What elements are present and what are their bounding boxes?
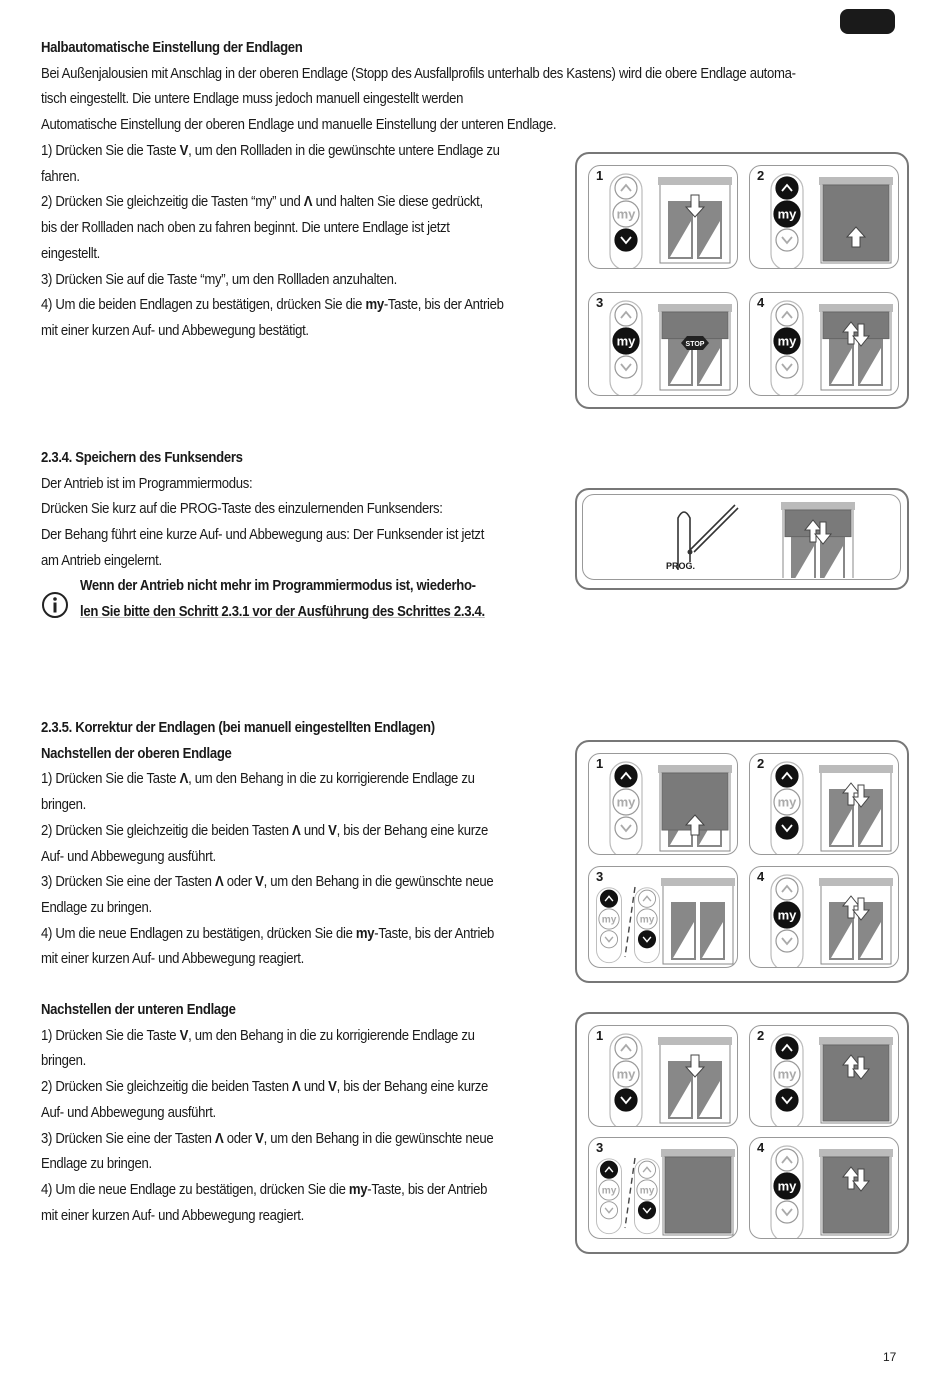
up-button-icon (638, 890, 655, 907)
text: 1) Drücken Sie die Taste (41, 1027, 180, 1044)
paragraph: Bei Außenjalousien mit Anschlag in der oberen Endlage (Stopp des Ausfallprofils unterhalb des Kastens) wird die obere Endlage automa- (41, 65, 796, 82)
step-4-cont: mit einer kurzen Auf- und Abbewegung bestätigt. (41, 322, 309, 339)
text: und (300, 1079, 329, 1096)
section-235-bottom-text (41, 998, 523, 1229)
remote-control (610, 1034, 642, 1126)
key-up: Λ (292, 822, 301, 839)
remote-control (610, 174, 642, 268)
language-tab (840, 9, 895, 34)
page-number: 17 (883, 1350, 897, 1364)
up-button-icon (615, 1037, 637, 1059)
step-cell (749, 1137, 899, 1239)
note-line: Wenn der Antrieb nicht mehr im Programmiermodus ist, wiederho- (80, 578, 476, 594)
key-up: Λ (214, 874, 224, 891)
remote-control (771, 301, 803, 395)
step-illustration (750, 1026, 898, 1126)
window-shutter-icon (819, 765, 893, 851)
step-number: 2 (757, 1028, 765, 1043)
text: , bis der Behang eine kurze (336, 1079, 489, 1096)
my-button-label: my (777, 907, 797, 923)
step-4-cont: mit einer kurzen Auf- und Abbewegung reagiert. (41, 1207, 304, 1224)
up-button-icon (600, 890, 617, 907)
down-button-icon (776, 356, 798, 378)
remote-control (610, 301, 642, 395)
step-cell (749, 165, 899, 269)
text: 1) Drücken Sie die Taste (41, 771, 180, 788)
down-button-icon (600, 1202, 617, 1219)
step-illustration (589, 754, 737, 854)
down-button-icon (615, 356, 637, 378)
step-illustration (589, 293, 737, 395)
step-1 (41, 767, 523, 793)
text: 4) Um die beiden Endlagen zu bestätigen, drücken Sie die (41, 297, 366, 314)
text: 4) Um die neue Endlage zu bestätigen, drücken Sie die (41, 1181, 349, 1198)
window-shutter-icon (658, 765, 732, 851)
remote-control (771, 762, 803, 854)
text: -Taste, bis der Antrieb (383, 297, 504, 314)
window-shutter-icon (658, 1037, 732, 1123)
key-my: my (365, 297, 384, 314)
text: 1) Drücken Sie die Taste (41, 143, 180, 159)
window-shutter-icon (819, 304, 893, 390)
my-button-label: my (777, 1066, 797, 1082)
remote-control (771, 1034, 803, 1126)
key-down: V (328, 822, 337, 839)
key-up: Λ (303, 194, 313, 211)
text: 2) Drücken Sie gleichzeitig die beiden Tasten (41, 822, 293, 839)
step-number: 4 (757, 1140, 765, 1155)
remote-control (771, 875, 803, 967)
paragraph: Der Antrieb ist im Programmiermodus: (41, 475, 253, 492)
text: , um den Behang in die zu korrigierende Endlage zu (188, 1027, 475, 1044)
text: oder (223, 874, 256, 891)
step-cell (588, 866, 738, 968)
window-shutter-icon (661, 878, 735, 964)
down-button-icon (615, 817, 637, 839)
my-button-label: my (777, 1178, 797, 1194)
remote-control (771, 1146, 803, 1238)
my-button-label: my (777, 794, 797, 810)
down-button-icon (600, 931, 617, 948)
subsection-bottom-title: Nachstellen der unteren Endlage (41, 1002, 236, 1018)
key-up: Λ (214, 1130, 224, 1147)
text: 3) Drücken Sie eine der Tasten (41, 1130, 215, 1147)
text: 4) Um die neue Endlagen zu bestätigen, drücken Sie die (41, 925, 356, 942)
text: 3) Drücken Sie eine der Tasten (41, 874, 215, 891)
my-button-label: my (777, 206, 797, 222)
up-button-icon (776, 1149, 798, 1171)
remote-control (635, 888, 660, 963)
my-button-label: my (616, 206, 636, 222)
text: 2) Drücken Sie gleichzeitig die Tasten “my” und (41, 194, 304, 211)
step-illustration (750, 1138, 898, 1238)
step-number: 2 (757, 168, 765, 183)
remote-control (610, 762, 642, 854)
up-button-icon (615, 765, 637, 787)
key-down: V (255, 874, 264, 891)
step-1 (41, 1024, 523, 1050)
note-box (80, 574, 584, 625)
text: und (300, 822, 329, 839)
down-button-icon (776, 229, 798, 251)
step-2 (41, 190, 523, 216)
text: , um den Behang in die gewünschte neue (263, 874, 494, 891)
key-down: V (255, 1130, 264, 1147)
text: -Taste, bis der Antrieb (374, 925, 495, 942)
section-234-title: 2.3.4. Speichern des Funksenders (41, 450, 243, 466)
step-cell (749, 1025, 899, 1127)
my-button-label: my (777, 333, 797, 349)
up-button-icon (600, 1161, 617, 1178)
step-number: 4 (757, 295, 765, 310)
down-button-icon (776, 930, 798, 952)
my-button-label: my (639, 914, 655, 926)
section-234-text (41, 446, 523, 575)
step-illustration (750, 166, 898, 268)
key-down: V (328, 1079, 337, 1096)
step-2-cont: Auf- und Abbewegung ausführt. (41, 1104, 216, 1121)
step-4 (41, 1178, 523, 1204)
step-illustration (750, 293, 898, 395)
up-button-icon (776, 177, 798, 199)
window-shutter-icon (819, 1037, 893, 1123)
step-number: 1 (596, 756, 604, 771)
window-shutter-icon (658, 304, 732, 390)
step-illustration (750, 754, 898, 854)
step-1-cont: bringen. (41, 1053, 86, 1070)
step-3 (41, 1127, 523, 1153)
key-down: V (179, 143, 189, 159)
step-4 (41, 922, 523, 948)
subsection-top-title: Nachstellen der oberen Endlage (41, 745, 232, 762)
note-line: len Sie bitte den Schritt 2.3.1 vor der Ausführung des Schrittes 2.3.4. (80, 603, 485, 620)
step-3: 3) Drücken Sie auf die Taste “my”, um den Rollladen anzuhalten. (41, 271, 397, 288)
step-cell (749, 866, 899, 968)
step-2-cont: Auf- und Abbewegung ausführt. (41, 848, 216, 865)
remote-control (597, 888, 622, 963)
remote-control (771, 174, 803, 268)
my-button-label: my (601, 914, 617, 926)
step-number: 3 (596, 1140, 604, 1155)
step-number: 2 (757, 756, 765, 771)
remote-control (635, 1159, 660, 1234)
up-button-icon (776, 304, 798, 326)
section-235-text (41, 716, 523, 973)
up-button-icon (638, 1161, 655, 1178)
text: , um den Rollladen in die gewünschte untere Endlage zu (188, 143, 500, 159)
paragraph: tisch eingestellt. Die untere Endlage muss jedoch manuell eingestellt werden (41, 91, 464, 108)
my-button-label: my (601, 1185, 617, 1197)
text: 2) Drücken Sie gleichzeitig die beiden Tasten (41, 1079, 293, 1096)
up-button-icon (615, 304, 637, 326)
stop-label: STOP (685, 341, 705, 348)
section-halbauto-steps (41, 139, 523, 345)
step-3 (41, 870, 523, 896)
up-button-icon (776, 878, 798, 900)
text: oder (223, 1130, 256, 1147)
step-2-cont2: eingestellt. (41, 245, 101, 262)
my-button-label: my (616, 794, 636, 810)
step-illustration (589, 867, 737, 967)
paragraph: am Antrieb eingelernt. (41, 552, 162, 569)
section-halbauto-text (41, 36, 905, 139)
window-shutter-icon (819, 878, 893, 964)
step-number: 4 (757, 869, 765, 884)
key-up: Λ (179, 771, 189, 788)
step-3-cont: Endlage zu bringen. (41, 899, 152, 916)
step-cell (588, 1137, 738, 1239)
down-button-icon (776, 817, 798, 839)
window-shutter-icon (819, 177, 893, 263)
up-button-icon (776, 765, 798, 787)
step-number: 1 (596, 168, 604, 183)
window-shutter-icon (819, 1149, 893, 1235)
step-illustration (589, 1138, 737, 1238)
step-cell (588, 165, 738, 269)
my-button-label: my (616, 1066, 636, 1082)
key-my: my (348, 1181, 368, 1198)
step-cell (588, 1025, 738, 1127)
step-cell (749, 292, 899, 396)
key-my: my (355, 925, 375, 942)
my-button-label: my (616, 333, 636, 349)
step-4-cont: mit einer kurzen Auf- und Abbewegung reagiert. (41, 951, 304, 968)
step-number: 3 (596, 869, 604, 884)
down-button-icon (615, 229, 637, 251)
up-button-icon (776, 1037, 798, 1059)
paragraph: Drücken Sie kurz auf die PROG-Taste des einzulernenden Funksenders: (41, 501, 443, 518)
step-illustration (589, 166, 737, 268)
step-1-cont: bringen. (41, 797, 86, 814)
step-illustration (750, 867, 898, 967)
up-button-icon (615, 177, 637, 199)
my-button-label: my (639, 1185, 655, 1197)
paragraph: Der Behang führt eine kurze Auf- und Abbewegung aus: Der Funksender ist jetzt (41, 527, 485, 544)
step-4 (41, 293, 523, 319)
remote-control (597, 1159, 622, 1234)
down-button-icon (615, 1089, 637, 1111)
step-cell (588, 753, 738, 855)
step-cell (749, 753, 899, 855)
section-235-title: 2.3.5. Korrektur der Endlagen (bei manuell eingestellten Endlagen) (41, 720, 435, 736)
down-button-icon (776, 1089, 798, 1111)
down-button-icon (638, 1202, 655, 1219)
paragraph: Automatische Einstellung der oberen Endlage und manuelle Einstellung der unteren Endlage. (41, 117, 557, 134)
down-button-icon (776, 1201, 798, 1223)
key-up: Λ (292, 1079, 301, 1096)
window-shutter-icon (781, 502, 855, 578)
window-shutter-icon (658, 177, 732, 263)
text: und halten Sie diese gedrückt, (312, 194, 483, 211)
info-icon (41, 591, 69, 619)
text: , um den Behang in die zu korrigierende Endlage zu (188, 771, 475, 788)
step-2-cont: bis der Rollladen nach oben zu fahren beginnt. Die untere Endlage ist jetzt (41, 220, 450, 237)
step-2 (41, 819, 523, 845)
text: , bis der Behang eine kurze (336, 822, 489, 839)
prog-window-illustration (779, 498, 859, 578)
window-shutter-icon (661, 1149, 735, 1235)
key-down: V (179, 1027, 189, 1044)
down-button-icon (638, 931, 655, 948)
section-halbauto-title: Halbautomatische Einstellung der Endlagen (41, 40, 303, 56)
prog-label: PROG. (666, 561, 696, 571)
step-illustration (589, 1026, 737, 1126)
step-2 (41, 1075, 523, 1101)
step-number: 1 (596, 1028, 604, 1043)
step-cell (588, 292, 738, 396)
step-3-cont: Endlage zu bringen. (41, 1156, 152, 1173)
step-1 (41, 139, 523, 165)
text: , um den Behang in die gewünschte neue (263, 1130, 494, 1147)
step-1-cont: fahren. (41, 168, 80, 185)
step-number: 3 (596, 295, 604, 310)
text: -Taste, bis der Antrieb (367, 1181, 488, 1198)
